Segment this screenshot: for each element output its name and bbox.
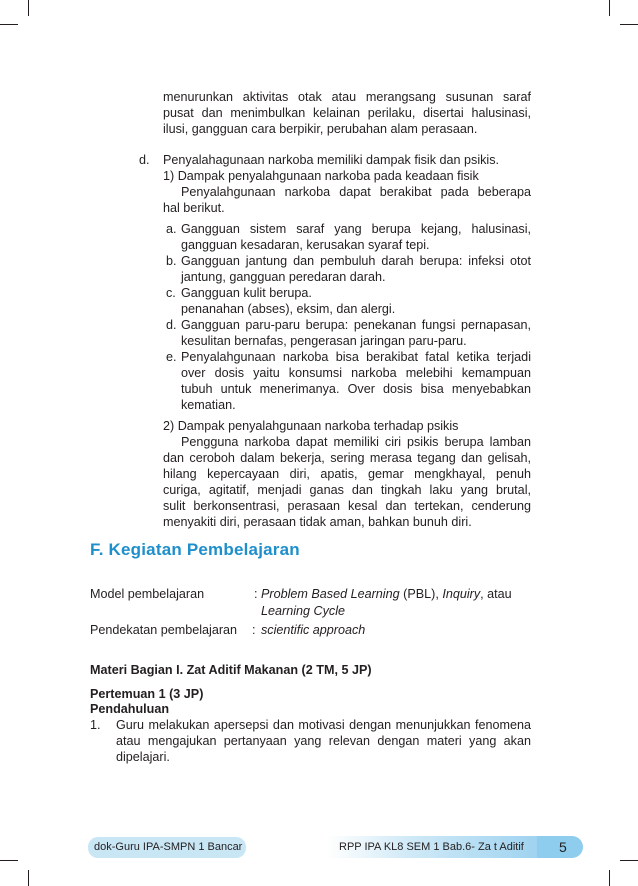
approach-colon: : <box>252 623 256 637</box>
list-item-line: Penyalahgunaan narkoba bisa berakibat fatal ketika terjadi <box>181 350 531 364</box>
sub1-line: hal berikut. <box>163 201 225 215</box>
sub2-line: Pengguna narkoba dapat memiliki ciri psikis berupa lamban <box>181 435 531 449</box>
crop-mark <box>0 24 18 25</box>
list-item-line: kematian. <box>181 398 236 412</box>
materi-item-line: atau mengajukan pertanyaan yang relevan dengan materi yang akan <box>116 734 531 748</box>
sub2-line: dan ceroboh dalam bekerja, sering merasa tegang dan gelisah, <box>163 451 531 465</box>
list-item-line: over dosis yaitu konsumsi narkoba melebihi kemampuan <box>181 366 531 380</box>
sub2-line: menyakiti diri, perasaan tidak aman, bahkan bunuh diri. <box>163 515 472 529</box>
list-item-marker: e. <box>166 350 177 364</box>
meeting-title: Pertemuan 1 (3 JP) <box>90 687 204 701</box>
model-value-cont: Learning Cycle <box>261 604 346 618</box>
materi-item-marker: 1. <box>90 718 101 732</box>
crop-mark <box>609 0 610 16</box>
list-item-line: Gangguan jantung dan pembuluh darah berupa: infeksi otot <box>181 254 531 268</box>
sub1-heading: 1) Dampak penyalahgunaan narkoba pada keadaan fisik <box>163 169 479 183</box>
list-item-marker: c. <box>166 286 176 300</box>
list-item-line: Gangguan paru-paru berupa: penekanan fungsi pernapasan, <box>181 318 531 332</box>
materi-item-line: dipelajari. <box>116 750 170 764</box>
list-item-line: gangguan kesadaran, kerusakan syaraf tepi. <box>181 238 430 252</box>
crop-mark <box>28 0 29 16</box>
sub2-heading: 2) Dampak penyalahgunaan narkoba terhadap psikis <box>163 419 459 433</box>
crop-mark <box>0 860 18 861</box>
page-number: 5 <box>537 836 583 858</box>
crop-mark <box>620 24 638 25</box>
intro-line: ilusi, gangguan cara berpikir, perubahan alam perasaan. <box>163 122 478 136</box>
model-colon: : <box>254 587 258 601</box>
list-item-line: jantung, gangguan peredaran darah. <box>181 270 386 284</box>
list-item-marker: b. <box>166 254 177 268</box>
approach-label: Pendekatan pembelajaran <box>90 623 238 637</box>
intro-line: menurunkan aktivitas otak atau merangsang susunan saraf <box>163 90 531 104</box>
item-d-text: Penyalahagunaan narkoba memiliki dampak fisik dan psikis. <box>163 153 500 167</box>
sub2-line: sulit berkonsentrasi, perasaan kesal dan tertekan, cenderung <box>163 499 531 513</box>
footer-title: RPP IPA KL8 SEM 1 Bab.6- Za t Aditif <box>327 836 537 858</box>
crop-mark <box>28 870 29 886</box>
section-heading: F. Kegiatan Pembelajaran <box>90 540 300 559</box>
intro-title: Pendahuluan <box>90 702 170 716</box>
sub2-line: hilang kepercayaan diri, apatis, gemar mengkhayal, penuh <box>163 467 531 481</box>
model-label: Model pembelajaran <box>90 587 205 601</box>
intro-line: pusat dan menimbulkan kelainan perilaku, disertai halusinasi, <box>163 106 531 120</box>
list-item-line: Gangguan sistem saraf yang berupa kejang, halusinasi, <box>181 222 531 236</box>
approach-value: scientific approach <box>261 623 366 637</box>
crop-mark <box>620 860 638 861</box>
list-item-marker: d. <box>166 318 177 332</box>
item-d-marker: d. <box>139 153 150 167</box>
model-value: Problem Based Learning (PBL), Inquiry, atau <box>261 587 512 601</box>
footer-source: dok-Guru IPA-SMPN 1 Bancar <box>88 837 246 858</box>
sub2-line: curiga, agitatif, menjadi ganas dan tingkah laku yang brutal, <box>163 483 531 497</box>
list-item-line: kesulitan bernafas, pengerasan jaringan paru-paru. <box>181 334 467 348</box>
list-item-line: tubuh untuk menerimanya. Over dosis bisa menyebabkan <box>181 382 531 396</box>
list-item-line: Gangguan kulit berupa. <box>181 286 312 300</box>
materi-item-line: Guru melakukan apersepsi dan motivasi dengan menunjukkan fenomena <box>116 718 531 732</box>
sub1-line: Penyalahgunaan narkoba dapat berakibat pada beberapa <box>181 185 531 199</box>
list-item-line: penanahan (abses), eksim, dan alergi. <box>181 302 396 316</box>
materi-title: Materi Bagian I. Zat Aditif Makanan (2 TM, 5 JP) <box>90 663 372 677</box>
list-item-marker: a. <box>166 222 177 236</box>
crop-mark <box>609 870 610 886</box>
